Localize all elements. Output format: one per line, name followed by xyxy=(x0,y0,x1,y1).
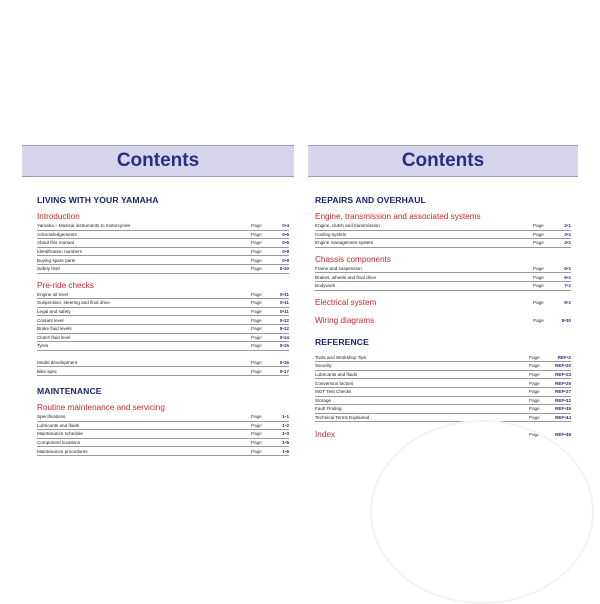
toc-label: Engine management system xyxy=(315,240,374,246)
toc-row[interactable] xyxy=(315,388,571,397)
toc-label: Specifications xyxy=(37,414,66,420)
contents-banner xyxy=(22,145,294,177)
toc-page-number: 0•12 xyxy=(279,326,289,332)
section-title-introduction: Introduction xyxy=(37,212,80,221)
toc-row[interactable] xyxy=(315,379,571,388)
toc-page-word: Page xyxy=(251,309,262,315)
toc-page-word: Page xyxy=(251,291,262,297)
contents-heading: Contents xyxy=(116,150,200,171)
toc-label: Lubricants and fluids xyxy=(315,372,358,378)
toc-page-number: 1•1 xyxy=(282,414,289,420)
toc-page-word: Page xyxy=(529,363,540,369)
toc-page-number: 3•1 xyxy=(564,231,571,237)
toc-row[interactable] xyxy=(37,256,289,265)
part-title-repairs: REPAIRS AND OVERHAUL xyxy=(315,195,426,205)
toc-row[interactable] xyxy=(315,354,571,363)
toc-row[interactable] xyxy=(315,405,571,414)
toc-page-word: Page xyxy=(251,223,262,229)
toc-row[interactable] xyxy=(37,439,289,448)
toc-page-word: Page xyxy=(251,439,262,445)
toc-row[interactable] xyxy=(315,414,571,423)
toc-page-word: Page xyxy=(251,317,262,323)
section-title-preride: Pre-ride checks xyxy=(37,280,94,290)
toc-row[interactable] xyxy=(315,371,571,380)
toc-label: Tyres xyxy=(37,343,49,349)
toc-page-word: Page xyxy=(529,372,540,378)
toc-page-number: 6•1 xyxy=(564,274,571,280)
toc-page-number: 1•3 xyxy=(282,431,289,437)
toc-page-word: Page xyxy=(251,266,262,272)
toc-row[interactable] xyxy=(37,222,289,231)
toc-page-number: REF•44 xyxy=(555,415,571,421)
toc-label: Storage xyxy=(315,397,332,403)
section-title-electrical: Electrical system xyxy=(315,298,377,308)
toc-page-word: Page xyxy=(533,283,544,289)
toc-label: About this manual xyxy=(37,240,74,246)
toc-page-number: 0•6 xyxy=(282,231,289,237)
toc-row[interactable] xyxy=(315,239,571,248)
section-title-wiring: Wiring diagrams xyxy=(315,316,375,326)
toc-page-word: Page xyxy=(251,343,262,349)
toc-label: Clutch fluid level xyxy=(37,334,71,340)
toc-page-word: Page xyxy=(251,334,262,340)
left-contents-page xyxy=(0,0,300,600)
toc-page-word: Page xyxy=(529,389,540,395)
reference-list xyxy=(315,354,571,423)
toc-label: Coolant level xyxy=(37,317,64,323)
preride-list xyxy=(37,291,289,376)
toc-page-word: Page xyxy=(529,406,540,412)
toc-row[interactable] xyxy=(315,362,571,371)
toc-page-number: 0•9 xyxy=(282,257,289,263)
toc-page-number: 0•12 xyxy=(279,317,289,323)
toc-row[interactable] xyxy=(315,265,571,274)
toc-row[interactable] xyxy=(37,430,289,439)
toc-page-number: 0•8 xyxy=(282,249,289,255)
toc-page-word: Page xyxy=(529,397,540,403)
toc-page-number: 2•1 xyxy=(564,223,571,229)
toc-label: Model development xyxy=(37,360,78,366)
toc-row[interactable] xyxy=(37,413,289,422)
toc-page-word: Page xyxy=(529,354,540,360)
toc-row[interactable] xyxy=(37,248,289,257)
toc-page-number: 0•17 xyxy=(279,368,289,374)
toc-label: Component locations xyxy=(37,439,81,445)
toc-row[interactable] xyxy=(37,359,289,368)
toc-page-word: Page xyxy=(251,431,262,437)
toc-label: Brake fluid levels xyxy=(37,326,72,332)
toc-page-number: 1•2 xyxy=(282,422,289,428)
toc-label: Identification numbers xyxy=(37,249,82,255)
toc-row[interactable] xyxy=(315,231,571,240)
toc-page-word: Page xyxy=(529,415,540,421)
contents-heading: Contents xyxy=(401,150,485,171)
toc-page-number: 0•11 xyxy=(279,291,289,297)
toc-label: Technical Terms Explained xyxy=(315,415,370,421)
toc-page-word: Page xyxy=(533,240,544,246)
toc-row[interactable] xyxy=(315,222,571,231)
section-title-chassis: Chassis components xyxy=(315,254,391,264)
toc-page-word: Page xyxy=(251,422,262,428)
section-title-index: Index xyxy=(315,429,336,439)
toc-label: Yamaha – Musical instruments to motorcycles xyxy=(37,223,131,229)
part-title-living: LIVING WITH YOUR YAMAHA xyxy=(37,195,159,205)
toc-page-word: Page xyxy=(251,414,262,420)
toc-page-word: Page xyxy=(533,318,544,324)
routine-list xyxy=(37,413,289,456)
toc-page-number: REF•27 xyxy=(555,389,571,395)
toc-page-word: Page xyxy=(533,231,544,237)
toc-page-word: Page xyxy=(251,240,262,246)
section-title-routine: Routine maintenance and servicing xyxy=(37,402,165,412)
toc-row[interactable] xyxy=(37,308,289,317)
toc-label: Fault Finding xyxy=(315,406,342,412)
toc-page-number: 7•1 xyxy=(564,283,571,289)
toc-row[interactable] xyxy=(37,265,289,274)
toc-page-number: REF•48 xyxy=(555,431,571,437)
toc-page-word: Page xyxy=(251,257,262,263)
toc-page-word: Page xyxy=(251,300,262,306)
toc-label: Cooling system xyxy=(315,231,347,237)
toc-page-word: Page xyxy=(533,300,544,306)
toc-label: Tools and Workshop Tips xyxy=(315,354,367,360)
toc-row[interactable] xyxy=(37,299,289,308)
watermark-seal xyxy=(370,420,594,604)
toc-page-word: Page xyxy=(251,231,262,237)
toc-entry-wiring[interactable] xyxy=(315,315,571,327)
part-title-reference: REFERENCE xyxy=(315,336,369,347)
toc-label: Acknowledgements xyxy=(37,231,77,237)
toc-page-number: 0•4 xyxy=(282,223,289,229)
toc-page-number: 1•6 xyxy=(282,448,289,454)
toc-page-number: REF•23 xyxy=(555,372,571,378)
toc-page-number: 0•11 xyxy=(279,300,289,306)
toc-page-number: 8•1 xyxy=(564,300,571,306)
toc-page-number: REF•32 xyxy=(555,397,571,403)
introduction-list xyxy=(37,222,289,274)
toc-page-number: 0•15 xyxy=(279,343,289,349)
toc-page-word: Page xyxy=(251,448,262,454)
toc-entry-electrical[interactable] xyxy=(315,297,571,309)
toc-page-number: 5•1 xyxy=(564,266,571,272)
toc-page-word: Page xyxy=(529,380,540,386)
toc-label: Legal and safety xyxy=(37,309,71,315)
toc-row[interactable] xyxy=(37,342,289,351)
toc-row[interactable] xyxy=(37,316,289,325)
toc-label: Maintenance procedures xyxy=(37,448,88,454)
left-contents-column xyxy=(37,195,289,456)
right-contents-column xyxy=(315,195,571,440)
toc-label: Frame and suspension xyxy=(315,266,362,272)
toc-label: Brakes, wheels and final drive xyxy=(315,274,377,280)
part-title-maintenance: MAINTENANCE xyxy=(37,385,102,396)
toc-label: Engine, clutch and transmission xyxy=(315,223,380,229)
toc-page-word: Page xyxy=(251,326,262,332)
toc-page-number: 0•6 xyxy=(282,240,289,246)
toc-page-word: Page xyxy=(251,249,262,255)
toc-row[interactable] xyxy=(37,291,289,300)
toc-label: Bodywork xyxy=(315,283,336,289)
toc-label: Maintenance schedule xyxy=(37,431,83,437)
toc-page-number: REF•20 xyxy=(555,363,571,369)
toc-label: Security xyxy=(315,363,332,369)
toc-page-number: REF•26 xyxy=(555,380,571,386)
toc-row[interactable] xyxy=(315,273,571,282)
toc-row[interactable] xyxy=(37,239,289,248)
toc-page-word: Page xyxy=(533,266,544,272)
toc-page-number: 8•30 xyxy=(561,318,571,324)
toc-label: Buying spare parts xyxy=(37,257,76,263)
toc-row[interactable] xyxy=(315,397,571,406)
toc-label: Lubricants and fluids xyxy=(37,422,80,428)
toc-label: Conversion factors xyxy=(315,380,354,386)
toc-page-word: Page xyxy=(251,368,262,374)
engine-list xyxy=(315,222,571,248)
toc-label: Suspension, steering and final drive xyxy=(37,300,110,306)
toc-label: MOT Test Checks xyxy=(315,389,352,395)
toc-label: Bike spec xyxy=(37,368,57,374)
toc-label: Safety first! xyxy=(37,266,60,272)
contents-banner xyxy=(308,145,578,177)
toc-page-number: 0•14 xyxy=(279,334,289,340)
toc-page-number: REF•2 xyxy=(557,354,571,360)
toc-page-number: 1•5 xyxy=(282,439,289,445)
toc-page-number: 0•16 xyxy=(279,360,289,366)
toc-row[interactable] xyxy=(37,367,289,376)
toc-page-word: Page xyxy=(533,223,544,229)
toc-row[interactable] xyxy=(37,447,289,456)
toc-row[interactable] xyxy=(315,282,571,291)
toc-page-word: Page xyxy=(533,274,544,280)
toc-row[interactable] xyxy=(37,422,289,431)
toc-page-word: Page xyxy=(529,431,540,437)
toc-label: Engine oil level xyxy=(37,291,68,297)
toc-page-word: Page xyxy=(251,360,262,366)
chassis-list xyxy=(315,265,571,291)
toc-page-number: 4•1 xyxy=(564,240,571,246)
section-title-engine: Engine, transmission and associated systems xyxy=(315,212,481,221)
toc-row[interactable] xyxy=(37,334,289,343)
toc-row[interactable] xyxy=(37,325,289,334)
toc-page-number: 0•11 xyxy=(279,309,289,315)
toc-row[interactable] xyxy=(37,231,289,240)
toc-page-number: 0•10 xyxy=(279,266,289,272)
toc-page-number: REF•35 xyxy=(555,406,571,412)
list-spacer xyxy=(37,351,289,359)
